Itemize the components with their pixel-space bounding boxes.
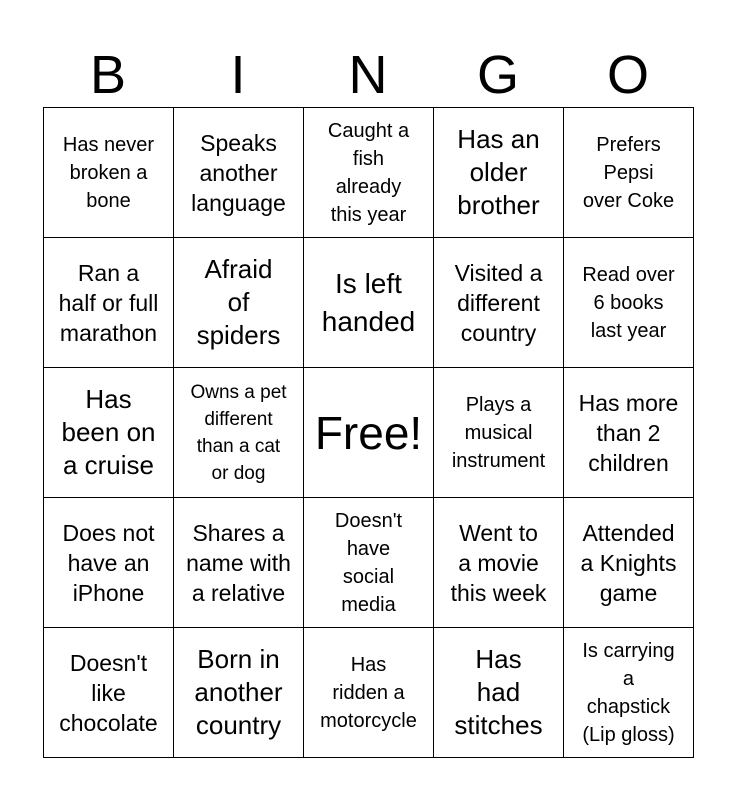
cell-text: Has ridden a motorcycle bbox=[320, 653, 417, 732]
free-space-cell[interactable] bbox=[304, 368, 434, 498]
bingo-cell[interactable] bbox=[434, 238, 564, 368]
header-letter-n: N bbox=[348, 45, 388, 105]
bingo-cell[interactable] bbox=[434, 368, 564, 498]
cell-text: Visited a different country bbox=[454, 259, 543, 346]
bingo-cell[interactable] bbox=[564, 498, 694, 628]
cell-text: Ran a half or full marathon bbox=[58, 259, 159, 346]
cell-text: Speaks another language bbox=[191, 129, 286, 216]
cell-text: Is left handed bbox=[321, 267, 416, 337]
bingo-cell[interactable] bbox=[434, 628, 564, 758]
cell-text: Has never broken a bone bbox=[62, 133, 155, 212]
cell-text: Went to a movie this week bbox=[450, 519, 547, 606]
bingo-cell[interactable] bbox=[174, 368, 304, 498]
cell-text: Has been on a cruise bbox=[61, 384, 156, 480]
cell-text: Shares a name with a relative bbox=[186, 519, 291, 606]
cell-text: Does not have an iPhone bbox=[62, 519, 155, 606]
bingo-grid bbox=[43, 107, 694, 758]
cell-text: Doesn't have social media bbox=[334, 509, 403, 616]
cell-text: Has more than 2 children bbox=[578, 389, 679, 476]
cell-text: Doesn't like chocolate bbox=[59, 649, 158, 736]
header-letter-g: G bbox=[476, 45, 519, 105]
bingo-cell[interactable] bbox=[174, 238, 304, 368]
cell-text: Has an older brother bbox=[457, 124, 540, 220]
bingo-cell[interactable] bbox=[304, 238, 434, 368]
bingo-header bbox=[43, 45, 693, 105]
cell-text: Attended a Knights game bbox=[580, 519, 677, 606]
cell-text: Plays a musical instrument bbox=[451, 393, 546, 472]
bingo-cell[interactable] bbox=[174, 628, 304, 758]
bingo-cell[interactable] bbox=[304, 498, 434, 628]
bingo-cell[interactable] bbox=[44, 498, 174, 628]
header-letter-i: I bbox=[230, 45, 246, 105]
header-letter-o: O bbox=[606, 45, 649, 105]
bingo-cell[interactable] bbox=[44, 108, 174, 238]
bingo-cell[interactable] bbox=[564, 108, 694, 238]
bingo-cell[interactable] bbox=[44, 628, 174, 758]
bingo-cell[interactable] bbox=[434, 108, 564, 238]
bingo-cell[interactable] bbox=[564, 368, 694, 498]
cell-text: Has had stitches bbox=[454, 644, 543, 740]
bingo-cell[interactable] bbox=[434, 498, 564, 628]
cell-text: Prefers Pepsi over Coke bbox=[582, 133, 675, 212]
bingo-cell[interactable] bbox=[564, 628, 694, 758]
cell-text: Caught a fish already this year bbox=[327, 119, 410, 226]
bingo-cell[interactable] bbox=[174, 498, 304, 628]
bingo-cell[interactable] bbox=[44, 368, 174, 498]
free-space-text: Free! bbox=[314, 406, 423, 459]
cell-text: Read over 6 books last year bbox=[582, 263, 675, 342]
bingo-cell[interactable] bbox=[174, 108, 304, 238]
cell-text: Owns a pet different than a cat or dog bbox=[190, 381, 287, 484]
bingo-cell[interactable] bbox=[44, 238, 174, 368]
cell-text: Born in another country bbox=[194, 644, 283, 740]
cell-text: Afraid of spiders bbox=[196, 254, 281, 350]
cell-text: Is carrying a chapstick (Lip gloss) bbox=[582, 639, 675, 746]
header-letter-b: B bbox=[89, 45, 127, 105]
bingo-cell[interactable] bbox=[304, 628, 434, 758]
bingo-cell[interactable] bbox=[564, 238, 694, 368]
bingo-cell[interactable] bbox=[304, 108, 434, 238]
